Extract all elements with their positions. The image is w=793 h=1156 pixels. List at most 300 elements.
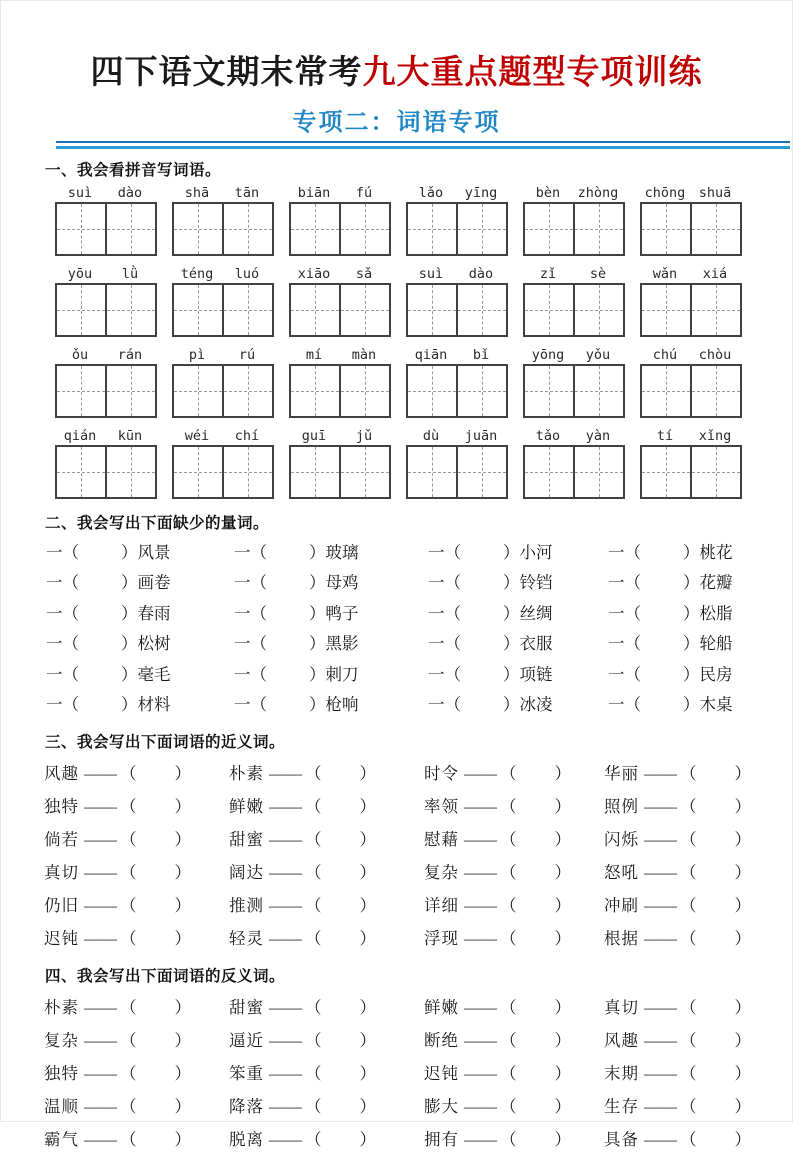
- prompt-word: 霸气: [44, 1129, 79, 1149]
- grid-cell: [642, 204, 690, 254]
- quantifier-prefix: 一: [234, 634, 251, 654]
- open-paren: （: [444, 695, 461, 715]
- open-paren: （: [500, 1096, 517, 1116]
- open-paren: （: [680, 829, 697, 849]
- open-paren: （: [680, 862, 697, 882]
- close-paren: ）: [503, 573, 520, 593]
- close-paren: ）: [174, 796, 191, 816]
- open-paren: （: [62, 542, 79, 562]
- close-paren: ）: [309, 603, 326, 623]
- grid-cell: [222, 366, 272, 416]
- writing-grid: [640, 445, 742, 499]
- section1-heading: 一、我会看拼音写词语。: [45, 161, 222, 179]
- quantifier-row: [46, 690, 792, 721]
- synonym-item: [604, 922, 792, 955]
- pinyin-word-group: [523, 428, 623, 502]
- prompt-word: 生存: [604, 1096, 639, 1116]
- antonym-row: [44, 991, 792, 1024]
- synonym-item: [229, 790, 424, 823]
- open-paren: （: [120, 895, 137, 915]
- synonym-item: [229, 757, 424, 790]
- prompt-word: 笨重: [229, 1063, 264, 1083]
- quantifier-prefix: 一: [234, 695, 251, 715]
- writing-grid: [55, 364, 157, 418]
- measure-noun: 木桌: [699, 695, 733, 715]
- grid-cell: [105, 366, 155, 416]
- grid-cell: [291, 447, 339, 497]
- quantifier-item: [234, 538, 428, 569]
- quantifier-row: [46, 599, 792, 630]
- open-paren: （: [500, 763, 517, 783]
- open-paren: （: [500, 829, 517, 849]
- close-paren: ）: [503, 634, 520, 654]
- section4-heading: 四、我会写出下面词语的反义词。: [45, 967, 286, 985]
- open-paren: （: [680, 1129, 697, 1149]
- writing-grid: [640, 202, 742, 256]
- open-paren: （: [120, 1063, 137, 1083]
- antonym-row: [44, 1057, 792, 1090]
- pinyin-labels: [523, 266, 623, 282]
- dash: ——: [269, 829, 302, 849]
- pinyin-syllable: suì: [67, 184, 93, 201]
- open-paren: （: [444, 603, 461, 623]
- close-paren: ）: [174, 763, 191, 783]
- grid-cell: [339, 447, 389, 497]
- prompt-word: 朴素: [229, 763, 264, 783]
- measure-noun: 轮船: [699, 634, 733, 654]
- synonym-item: [424, 889, 604, 922]
- open-paren: （: [120, 928, 137, 948]
- open-paren: （: [305, 997, 322, 1017]
- close-paren: ）: [359, 1129, 376, 1149]
- pinyin-word-group: [523, 347, 623, 421]
- writing-grid: [406, 364, 508, 418]
- open-paren: （: [305, 928, 322, 948]
- antonym-item: [604, 1123, 792, 1156]
- pinyin-row: [55, 185, 740, 259]
- prompt-word: 冲刷: [604, 895, 639, 915]
- pinyin-syllable: màn: [351, 346, 377, 363]
- quantifier-prefix: 一: [428, 664, 445, 684]
- quantifier-item: [608, 538, 792, 569]
- dash: ——: [84, 862, 117, 882]
- dash: ——: [269, 895, 302, 915]
- antonym-block: [1, 991, 792, 1156]
- pinyin-syllable: bǐ: [472, 346, 490, 363]
- pinyin-syllable: dào: [117, 184, 143, 201]
- synonym-item: [424, 856, 604, 889]
- quantifier-prefix: 一: [46, 634, 63, 654]
- grid-cell: [573, 366, 623, 416]
- open-paren: （: [680, 763, 697, 783]
- dash: ——: [644, 1063, 677, 1083]
- dash: ——: [464, 1129, 497, 1149]
- writing-grid: [289, 202, 391, 256]
- prompt-word: 仍旧: [44, 895, 79, 915]
- writing-grid: [640, 364, 742, 418]
- quantifier-prefix: 一: [46, 695, 63, 715]
- pinyin-labels: [406, 347, 506, 363]
- dash: ——: [464, 829, 497, 849]
- quantifier-prefix: 一: [608, 695, 625, 715]
- measure-noun: 铃铛: [519, 573, 553, 593]
- prompt-word: 阔达: [229, 862, 264, 882]
- measure-word-block: [1, 538, 792, 721]
- synonym-item: [424, 823, 604, 856]
- open-paren: （: [120, 862, 137, 882]
- dash: ——: [84, 763, 117, 783]
- synonym-item: [44, 757, 229, 790]
- dash: ——: [84, 829, 117, 849]
- quantifier-prefix: 一: [428, 603, 445, 623]
- close-paren: ）: [121, 634, 138, 654]
- measure-noun: 枪响: [325, 695, 359, 715]
- synonym-item: [44, 790, 229, 823]
- pinyin-syllable: téng: [180, 265, 214, 282]
- close-paren: ）: [683, 542, 700, 562]
- writing-grid: [406, 202, 508, 256]
- antonym-item: [229, 991, 424, 1024]
- close-paren: ）: [359, 796, 376, 816]
- pinyin-syllable: qiān: [414, 346, 448, 363]
- close-paren: ）: [683, 573, 700, 593]
- antonym-item: [229, 1057, 424, 1090]
- grid-cell: [573, 285, 623, 335]
- open-paren: （: [624, 542, 641, 562]
- close-paren: ）: [359, 763, 376, 783]
- grid-cell: [222, 447, 272, 497]
- open-paren: （: [444, 634, 461, 654]
- open-paren: （: [62, 664, 79, 684]
- open-paren: （: [120, 796, 137, 816]
- pinyin-word-group: [523, 266, 623, 340]
- close-paren: ）: [174, 1063, 191, 1083]
- open-paren: （: [250, 664, 267, 684]
- pinyin-syllable: chòu: [698, 346, 732, 363]
- pinyin-syllable: shuā: [698, 184, 732, 201]
- pinyin-syllable: xiāo: [297, 265, 331, 282]
- dash: ——: [644, 1030, 677, 1050]
- open-paren: （: [120, 829, 137, 849]
- measure-noun: 项链: [519, 664, 553, 684]
- close-paren: ）: [554, 928, 571, 948]
- prompt-word: 末期: [604, 1063, 639, 1083]
- synonym-item: [604, 889, 792, 922]
- antonym-item: [604, 1090, 792, 1123]
- antonym-row: [44, 1024, 792, 1057]
- prompt-word: 降落: [229, 1096, 264, 1116]
- pinyin-labels: [406, 428, 506, 444]
- open-paren: （: [120, 1030, 137, 1050]
- pinyin-word-group: [406, 347, 506, 421]
- grid-cell: [174, 204, 222, 254]
- pinyin-word-group: [640, 185, 740, 259]
- open-paren: （: [624, 664, 641, 684]
- dash: ——: [84, 1096, 117, 1116]
- dash: ——: [84, 997, 117, 1017]
- prompt-word: 风趣: [604, 1030, 639, 1050]
- synonym-item: [229, 889, 424, 922]
- quantifier-item: [608, 629, 792, 660]
- pinyin-grid-block: [55, 185, 740, 502]
- quantifier-item: [46, 660, 234, 691]
- pinyin-row: [55, 428, 740, 502]
- grid-cell: [525, 204, 573, 254]
- prompt-word: 温顺: [44, 1096, 79, 1116]
- prompt-word: 闪烁: [604, 829, 639, 849]
- close-paren: ）: [683, 664, 700, 684]
- quantifier-prefix: 一: [608, 573, 625, 593]
- pinyin-syllable: yōu: [67, 265, 93, 282]
- writing-grid: [406, 283, 508, 337]
- close-paren: ）: [554, 1063, 571, 1083]
- pinyin-labels: [289, 347, 389, 363]
- page-subtitle: 专项二：词语专项: [292, 109, 501, 136]
- dash: ——: [464, 796, 497, 816]
- open-paren: （: [624, 573, 641, 593]
- prompt-word: 详细: [424, 895, 459, 915]
- pinyin-syllable: pì: [188, 346, 206, 363]
- prompt-word: 真切: [604, 997, 639, 1017]
- dash: ——: [84, 796, 117, 816]
- close-paren: ）: [734, 1129, 751, 1149]
- dash: ——: [644, 895, 677, 915]
- pinyin-syllable: bèn: [535, 184, 561, 201]
- pinyin-word-group: [289, 185, 389, 259]
- grid-cell: [525, 447, 573, 497]
- writing-grid: [523, 364, 625, 418]
- pinyin-syllable: juān: [464, 427, 498, 444]
- writing-grid: [55, 202, 157, 256]
- pinyin-labels: [289, 185, 389, 201]
- pinyin-word-group: [523, 185, 623, 259]
- pinyin-syllable: tí: [656, 427, 674, 444]
- antonym-item: [424, 1024, 604, 1057]
- pinyin-syllable: suì: [418, 265, 444, 282]
- antonym-item: [424, 1123, 604, 1156]
- quantifier-item: [608, 568, 792, 599]
- synonym-item: [44, 889, 229, 922]
- grid-cell: [690, 366, 740, 416]
- pinyin-syllable: zǐ: [539, 265, 557, 282]
- quantifier-row: [46, 629, 792, 660]
- synonym-item: [604, 757, 792, 790]
- quantifier-prefix: 一: [46, 664, 63, 684]
- pinyin-labels: [406, 185, 506, 201]
- prompt-word: 率领: [424, 796, 459, 816]
- antonym-item: [604, 991, 792, 1024]
- measure-noun: 材料: [137, 695, 171, 715]
- open-paren: （: [680, 1096, 697, 1116]
- measure-noun: 小河: [519, 542, 553, 562]
- pinyin-syllable: guī: [301, 427, 327, 444]
- measure-noun: 冰凌: [519, 695, 553, 715]
- prompt-word: 拥有: [424, 1129, 459, 1149]
- open-paren: （: [680, 928, 697, 948]
- grid-cell: [105, 204, 155, 254]
- writing-grid: [55, 283, 157, 337]
- open-paren: （: [250, 573, 267, 593]
- close-paren: ）: [683, 695, 700, 715]
- pinyin-syllable: yǒu: [585, 346, 611, 363]
- quantifier-row: [46, 568, 792, 599]
- open-paren: （: [680, 796, 697, 816]
- grid-cell: [339, 204, 389, 254]
- open-paren: （: [305, 763, 322, 783]
- close-paren: ）: [503, 695, 520, 715]
- open-paren: （: [305, 1063, 322, 1083]
- prompt-word: 复杂: [44, 1030, 79, 1050]
- quantifier-item: [46, 599, 234, 630]
- prompt-word: 断绝: [424, 1030, 459, 1050]
- close-paren: ）: [174, 895, 191, 915]
- dash: ——: [269, 862, 302, 882]
- pinyin-labels: [55, 185, 155, 201]
- pinyin-labels: [172, 266, 272, 282]
- grid-cell: [642, 366, 690, 416]
- quantifier-item: [428, 568, 608, 599]
- dash: ——: [269, 1030, 302, 1050]
- grid-cell: [456, 285, 506, 335]
- grid-cell: [642, 285, 690, 335]
- quantifier-item: [428, 629, 608, 660]
- open-paren: （: [624, 634, 641, 654]
- pinyin-syllable: chí: [234, 427, 260, 444]
- pinyin-syllable: luó: [234, 265, 260, 282]
- measure-noun: 毫毛: [137, 664, 171, 684]
- open-paren: （: [62, 695, 79, 715]
- quantifier-prefix: 一: [428, 695, 445, 715]
- pinyin-syllable: wéi: [184, 427, 210, 444]
- antonym-item: [44, 1057, 229, 1090]
- antonym-row: [44, 1123, 792, 1156]
- prompt-word: 照例: [604, 796, 639, 816]
- antonym-item: [229, 1123, 424, 1156]
- close-paren: ）: [309, 695, 326, 715]
- pinyin-syllable: tǎo: [535, 427, 561, 444]
- antonym-item: [424, 991, 604, 1024]
- measure-noun: 刺刀: [325, 664, 359, 684]
- pinyin-syllable: chōng: [644, 184, 686, 201]
- open-paren: （: [120, 1096, 137, 1116]
- close-paren: ）: [121, 664, 138, 684]
- prompt-word: 朴素: [44, 997, 79, 1017]
- close-paren: ）: [174, 1129, 191, 1149]
- synonym-item: [229, 823, 424, 856]
- antonym-row: [44, 1090, 792, 1123]
- writing-grid: [55, 445, 157, 499]
- writing-grid: [523, 283, 625, 337]
- antonym-item: [44, 1090, 229, 1123]
- pinyin-syllable: lǜ: [121, 265, 139, 282]
- open-paren: （: [444, 573, 461, 593]
- writing-grid: [406, 445, 508, 499]
- grid-cell: [525, 366, 573, 416]
- grid-cell: [339, 366, 389, 416]
- prompt-word: 鲜嫩: [229, 796, 264, 816]
- pinyin-syllable: xiá: [702, 265, 728, 282]
- pinyin-syllable: kūn: [117, 427, 143, 444]
- open-paren: （: [120, 763, 137, 783]
- synonym-row: [44, 823, 792, 856]
- writing-grid: [172, 445, 274, 499]
- dash: ——: [464, 1096, 497, 1116]
- dash: ——: [644, 862, 677, 882]
- open-paren: （: [305, 862, 322, 882]
- writing-grid: [523, 202, 625, 256]
- open-paren: （: [680, 895, 697, 915]
- antonym-item: [229, 1024, 424, 1057]
- grid-cell: [291, 204, 339, 254]
- page-title: [1, 55, 792, 93]
- header-divider: [56, 141, 790, 149]
- dash: ——: [644, 763, 677, 783]
- close-paren: ）: [734, 796, 751, 816]
- open-paren: （: [305, 1030, 322, 1050]
- dash: ——: [269, 1063, 302, 1083]
- close-paren: ）: [359, 1030, 376, 1050]
- pinyin-syllable: dào: [468, 265, 494, 282]
- open-paren: （: [62, 634, 79, 654]
- synonym-item: [604, 856, 792, 889]
- pinyin-labels: [406, 266, 506, 282]
- grid-cell: [339, 285, 389, 335]
- close-paren: ）: [554, 997, 571, 1017]
- pinyin-syllable: yàn: [585, 427, 611, 444]
- quantifier-prefix: 一: [608, 664, 625, 684]
- close-paren: ）: [554, 1129, 571, 1149]
- prompt-word: 倘若: [44, 829, 79, 849]
- synonym-item: [229, 922, 424, 955]
- writing-grid: [289, 445, 391, 499]
- prompt-word: 风趣: [44, 763, 79, 783]
- close-paren: ）: [734, 928, 751, 948]
- synonym-item: [424, 790, 604, 823]
- synonym-item: [44, 856, 229, 889]
- pinyin-row: [55, 266, 740, 340]
- close-paren: ）: [554, 796, 571, 816]
- open-paren: （: [305, 829, 322, 849]
- writing-grid: [172, 364, 274, 418]
- pinyin-word-group: [406, 185, 506, 259]
- open-paren: （: [305, 796, 322, 816]
- open-paren: （: [250, 542, 267, 562]
- synonym-item: [424, 922, 604, 955]
- open-paren: （: [500, 796, 517, 816]
- close-paren: ）: [554, 895, 571, 915]
- pinyin-syllable: yīng: [464, 184, 498, 201]
- close-paren: ）: [359, 1096, 376, 1116]
- close-paren: ）: [734, 1063, 751, 1083]
- pinyin-word-group: [172, 428, 272, 502]
- dash: ——: [464, 997, 497, 1017]
- open-paren: （: [305, 1129, 322, 1149]
- pinyin-word-group: [55, 428, 155, 502]
- quantifier-prefix: 一: [608, 634, 625, 654]
- dash: ——: [269, 796, 302, 816]
- synonym-item: [44, 922, 229, 955]
- prompt-word: 脱离: [229, 1129, 264, 1149]
- open-paren: （: [62, 573, 79, 593]
- prompt-word: 迟钝: [44, 928, 79, 948]
- quantifier-item: [608, 599, 792, 630]
- pinyin-word-group: [172, 266, 272, 340]
- measure-noun: 桃花: [699, 542, 733, 562]
- grid-cell: [57, 366, 105, 416]
- dash: ——: [269, 928, 302, 948]
- open-paren: （: [624, 695, 641, 715]
- antonym-item: [44, 1123, 229, 1156]
